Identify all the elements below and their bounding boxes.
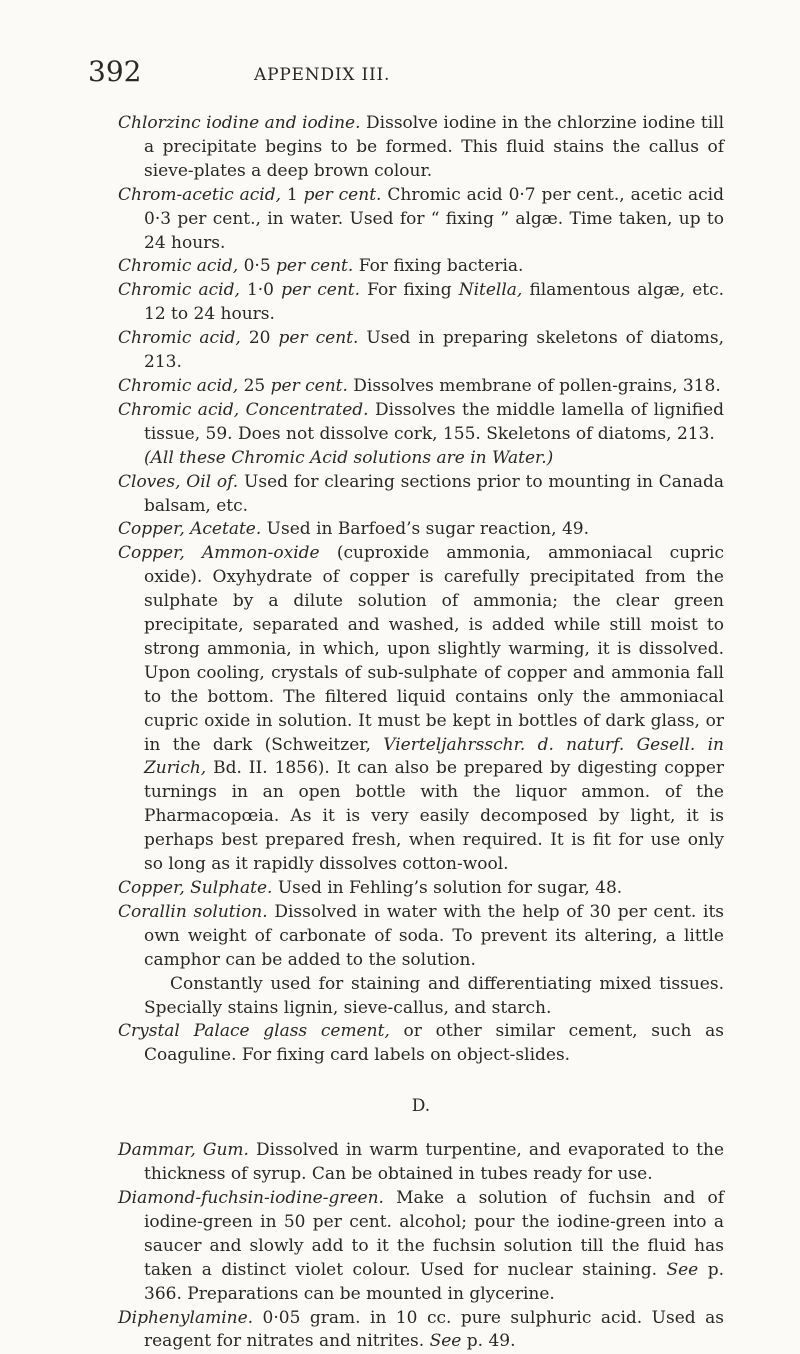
entry-chlorzinc [118, 112, 724, 184]
page-number: 392 [88, 58, 141, 86]
entry-text-continued: filamentous algæ, etc. 12 to 24 hours. [144, 280, 724, 324]
entry-text: Used in preparing skeletons of diatoms, 213. [144, 328, 724, 372]
entry-dammar-gum [118, 1139, 724, 1187]
entry-term-unit: per cent. [281, 280, 360, 300]
entry-term: Corallin solution. [118, 902, 268, 922]
entry-text-continued: Bd. II. 1856). It can also be prepared by digesting copper turnings in an open bottle with the liquor ammon. of the Pharmacopœia. As it is very easily decomposed by light, it is perhaps best prepared fresh, when required. It is fit for use only so long as it rapidly dissolves cotton-wool. [144, 758, 724, 874]
entry-term: Chromic acid, [118, 328, 241, 348]
entry-term: Diamond-fuchsin-iodine-green. [118, 1188, 384, 1208]
entry-cloves-oil [118, 471, 724, 519]
entry-text: Used in Barfoed’s sugar reaction, 49. [267, 519, 589, 539]
see-reference: See [430, 1331, 462, 1351]
entry-corallin-continuation [118, 973, 724, 1021]
entry-text: (cuproxide ammonia, ammoniacal cupric oxide). Oxyhydrate of copper is carefully precipitated from the sulphate by a dilute solution of ammonia; the clear green precipitate, separated and washed, is added while still moist to strong ammonia, in which, upon slightly warming, it is dissolved. Upon cooling, crystals of sub-sulphate of copper and ammonia fall to the bottom. The filtered liquid contains only the ammoniacal cupric oxide in solution. It must be kept in bottles of dark glass, or in the dark (Schweitzer, [144, 543, 724, 754]
entry-chromic-1-0 [118, 279, 724, 327]
entry-diphenylamine [118, 1307, 724, 1354]
entry-text: or other similar cement, such as Coaguline. For fixing card labels on object-slides. [144, 1021, 724, 1065]
entry-chromic-25 [118, 375, 724, 399]
entry-term: Chromic acid, Concentrated. [118, 400, 369, 420]
entry-text: Constantly used for staining and differentiating mixed tissues. Specially stains lignin, sieve-callus, and starch. [144, 974, 724, 1018]
entry-chromic-0-5 [118, 255, 724, 279]
entry-reference: Vierteljahrsschr. d. naturf. Gesell. in Zurich, [144, 735, 724, 779]
entry-text-continued: p. 366. Preparations can be mounted in glycerine. [144, 1260, 724, 1304]
entry-chrom-acetic [118, 184, 724, 256]
entry-term: Dammar, Gum. [118, 1140, 249, 1160]
entry-term: Crystal Palace glass cement, [118, 1021, 390, 1041]
running-head: APPENDIX III. [254, 65, 390, 85]
entry-term: Cloves, Oil of. [118, 472, 238, 492]
entry-term-unit: per cent. [279, 328, 359, 348]
entry-term-unit: per cent. [276, 256, 353, 276]
entry-chromic-20 [118, 327, 724, 375]
entry-diamond-fuchsin-iodine-green [118, 1187, 724, 1307]
see-reference: See [666, 1260, 698, 1280]
entry-copper-ammon-oxide [118, 542, 724, 877]
entry-term: Chromic acid, [118, 280, 240, 300]
entry-copper-sulphate [118, 877, 724, 901]
entry-text: Dissolve iodine in the chlorzine iodine till a precipitate begins to be formed. This fluid stains the callus of sieve-plates a deep brown colour. [144, 113, 724, 181]
section-heading-d: D. [118, 1095, 724, 1119]
entry-term-unit: per cent. [304, 185, 382, 205]
entry-term: Chromic acid, [118, 376, 238, 396]
entry-text: Dissolves the middle lamella of lignified tissue, 59. Does not dissolve cork, 155. Skeletons of diatoms, 213. [144, 400, 724, 444]
entry-text: Used in Fehling’s solution for sugar, 48. [278, 878, 622, 898]
entry-number: 25 [244, 376, 266, 396]
entry-chromic-concentrated [118, 399, 724, 447]
entry-number: 0·5 [244, 256, 271, 276]
entry-corallin-solution [118, 901, 724, 973]
entry-text: 0·05 gram. in 10 cc. pure sulphuric acid. Used as reagent for nitrates and nitrites. [144, 1308, 724, 1352]
entry-text: Dissolves membrane of pollen-grains, 318. [353, 376, 720, 396]
entry-term: Diphenylamine. [118, 1308, 253, 1328]
entry-term: Copper, Sulphate. [118, 878, 272, 898]
entry-term: Chromic acid, [118, 256, 238, 276]
entry-text: For fixing bacteria. [359, 256, 524, 276]
entry-number: 1·0 [247, 280, 274, 300]
chromic-acid-note [118, 447, 724, 471]
entry-term: Copper, Acetate. [118, 519, 261, 539]
entry-text: Dissolved in warm turpentine, and evaporated to the thickness of syrup. Can be obtained in tubes ready for use. [144, 1140, 724, 1184]
entry-italic-word: Nitella, [459, 280, 523, 300]
note-text: (All these Chromic Acid solutions are in Water.) [144, 448, 553, 468]
entry-term: Chlorzinc iodine and iodine. [118, 113, 361, 133]
entry-term: Copper, Ammon-oxide [118, 543, 320, 563]
entry-number: 20 [249, 328, 271, 348]
entry-crystal-palace-cement [118, 1020, 724, 1068]
entry-text: Make a solution of fuchsin and of iodine-green in 50 per cent. alcohol; pour the iodine-green into a saucer and slowly add to it the fuchsin solution till the fluid has taken a distinct violet colour. Used for nuclear staining. [144, 1188, 724, 1280]
entry-text-continued: p. 49. [467, 1331, 516, 1351]
entry-term-unit: per cent. [271, 376, 348, 396]
entry-text: Chromic acid 0·7 per cent., acetic acid 0·3 per cent., in water. Used for “ fixing ” algæ. Time taken, up to 24 hours. [144, 185, 724, 253]
entry-term: Chrom-acetic acid, [118, 185, 281, 205]
entry-number: 1 [287, 185, 298, 205]
entry-text: Used for clearing sections prior to mounting in Canada balsam, etc. [144, 472, 724, 516]
page-content [118, 112, 724, 1354]
entry-copper-acetate [118, 518, 724, 542]
entry-text: For fixing [367, 280, 452, 300]
entry-text: Dissolved in water with the help of 30 per cent. its own weight of carbonate of soda. To prevent its altering, a little camphor can be added to the solution. [144, 902, 724, 970]
